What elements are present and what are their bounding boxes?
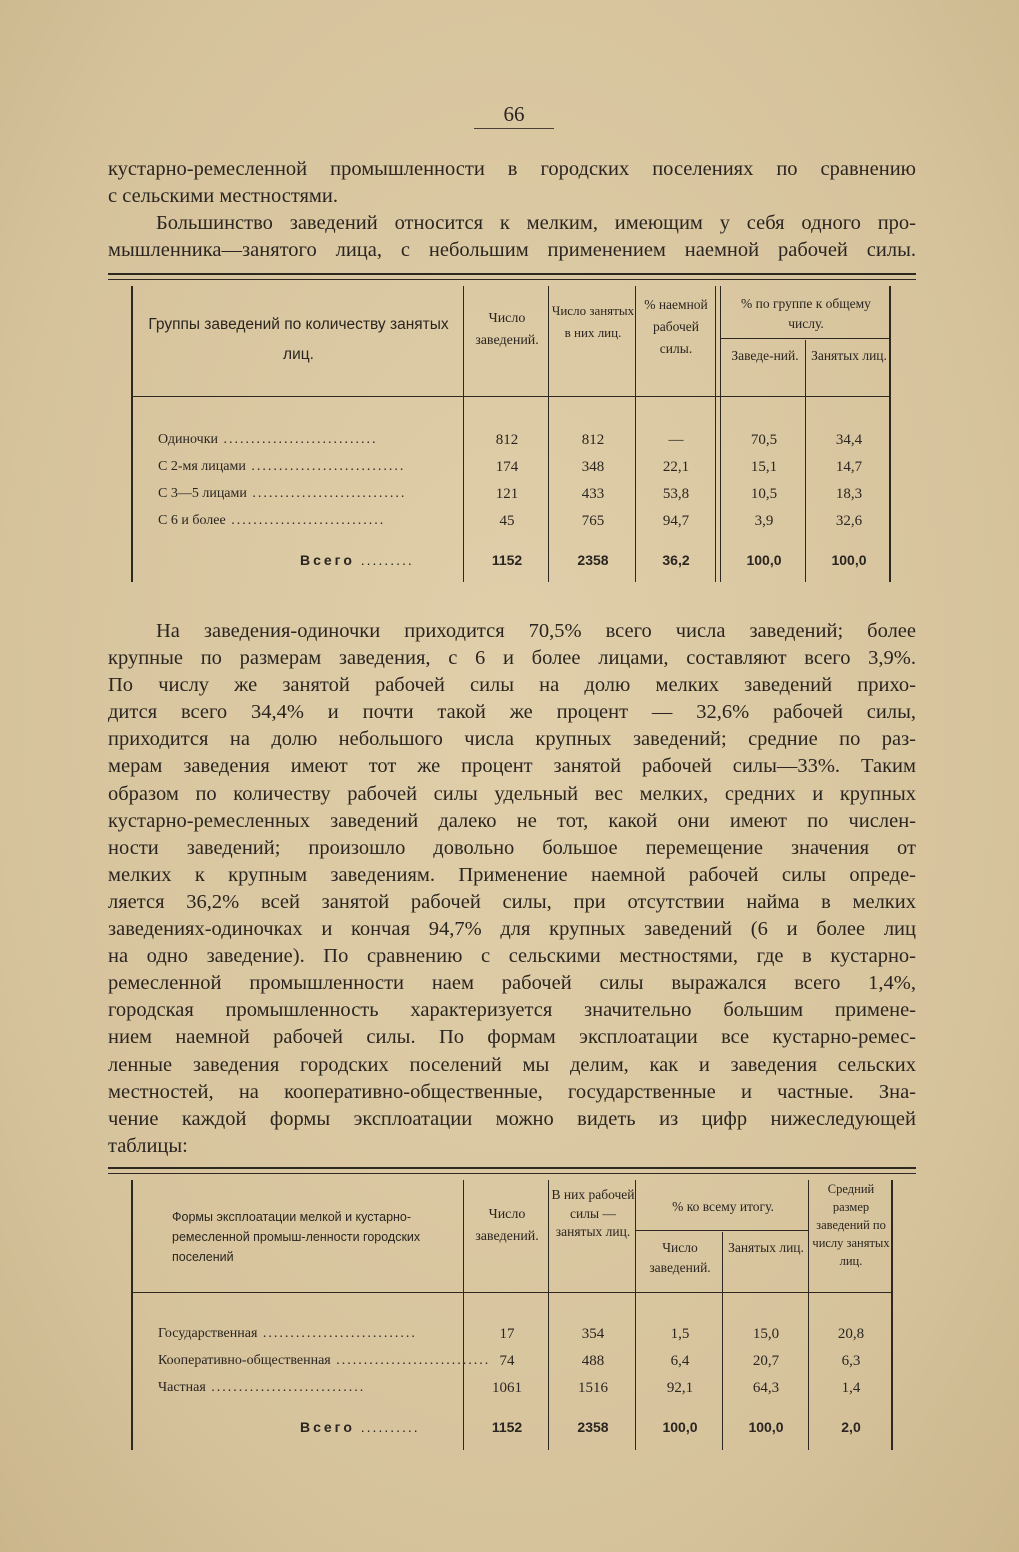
- row-label-text: С 3—5 лицами: [158, 486, 247, 501]
- table-cell: 32,6: [835, 513, 863, 529]
- table-row-label: С 2-мя лицами ............................: [158, 459, 406, 474]
- table-row-label: Частная ............................: [158, 1380, 366, 1395]
- row-label-text: Государственная: [158, 1326, 258, 1341]
- text-line: дится всего 34,4% и почти такой же процент — 32,6% рабочей силы,: [108, 701, 916, 724]
- text-line: мышленника—занятого лица, с небольшим применением наемной рабочей силы.: [108, 238, 916, 261]
- table1-vline: [131, 286, 133, 582]
- table2-header-total-pct: % ко всему итогу.: [672, 1199, 774, 1214]
- text-line: По числу же занятой рабочей силы на долю мелких заведений прихо-: [108, 674, 916, 697]
- table-cell: 92,1: [666, 1380, 694, 1396]
- table2-vline: [548, 1180, 549, 1450]
- table-total-cell: 100,0: [748, 1419, 784, 1435]
- row-label-text: Одиночки: [158, 432, 219, 447]
- table1-header-employed: Число занятых в них лиц.: [551, 303, 635, 340]
- table-cell: 20,7: [752, 1353, 780, 1369]
- table2-total-label: Всего ..........: [300, 1419, 420, 1435]
- table1-vline: [635, 286, 636, 582]
- table-cell: 74: [499, 1353, 515, 1369]
- table-cell: 1,5: [670, 1326, 690, 1342]
- table-cell: 18,3: [835, 486, 863, 502]
- text-line: образом по количеству рабочей силы удельный вес мелких, средних и крупных: [108, 782, 916, 805]
- table-cell: 174: [495, 459, 519, 475]
- table-total-cell: 100,0: [831, 552, 867, 568]
- table-cell: 45: [499, 513, 515, 529]
- table-cell: 17: [499, 1326, 515, 1342]
- table-cell: 354: [581, 1326, 605, 1342]
- table-cell: 20,8: [837, 1326, 865, 1342]
- table-total-cell: 100,0: [746, 552, 782, 568]
- text-line: чение каждой формы эксплоатации можно видеть из цифр нижеследующей: [108, 1107, 916, 1130]
- text-line: ремесленной промышленности наем рабочей силы выражался всего 1,4%,: [108, 972, 916, 995]
- table-cell: 6,3: [841, 1353, 861, 1369]
- table2-header-employed: В них рабочей силы — занятых лиц.: [551, 1187, 635, 1239]
- table-cell: 1061: [492, 1380, 522, 1396]
- total-label-text: Всего: [300, 1419, 355, 1435]
- table-row-label: С 6 и более ............................: [158, 513, 386, 528]
- table-cell: 6,4: [670, 1353, 690, 1369]
- table-total-cell: 100,0: [662, 1419, 698, 1435]
- text-line: ленные заведения городских поселений мы делим, как и заведения сельских: [108, 1053, 916, 1076]
- table-total-cell: 2,0: [841, 1419, 861, 1435]
- table-row-label: Государственная ............................: [158, 1326, 417, 1341]
- text-line: приходится на долю небольшого числа крупных заведений; средние по раз-: [108, 728, 916, 751]
- table-row-label: С 3—5 лицами ............................: [158, 486, 407, 501]
- table1-vline: [889, 286, 891, 582]
- table2-subheader-count: Число заведений.: [649, 1240, 711, 1275]
- table-cell: 10,5: [750, 486, 778, 502]
- text-line-content: Большинство заведений относится к мелким, имеющим у себя одного про-: [156, 212, 916, 234]
- table-cell: 812: [495, 432, 519, 448]
- row-label-text: С 2-мя лицами: [158, 459, 246, 474]
- text-line: нием наемной рабочей силы. По формам эксплоатации все кустарно-ремес-: [108, 1026, 916, 1049]
- text-line: кустарно-ремесленных заведений далеко не тот, какой они имеют по числен-: [108, 809, 916, 832]
- table-total-cell: 1152: [491, 1419, 523, 1435]
- row-label-text: С 6 и более: [158, 513, 226, 528]
- table-total-cell: 36,2: [662, 552, 690, 568]
- table1-vline: [548, 286, 549, 582]
- table1-vline: [805, 340, 806, 582]
- table1-top-rule: [108, 273, 916, 280]
- table-cell: 812: [581, 432, 605, 448]
- table2-header-count: Число заведений.: [475, 1207, 539, 1244]
- table-cell: 14,7: [835, 459, 863, 475]
- table1-header-group: Группы заведений по количеству занятых лиц.: [148, 316, 449, 363]
- table-row-label: Кооперативно-общественная ............................: [158, 1353, 491, 1368]
- text-line: ляется 36,2% всей занятой рабочей силы, при отсутствии найма в мелких: [108, 890, 916, 913]
- paragraph-intro: [108, 156, 916, 209]
- table-cell: 348: [581, 459, 605, 475]
- text-line: с сельскими местностями.: [108, 184, 339, 207]
- table2-header-form: Формы эксплоатации мелкой и кустарно-ремесленной промыш-ленности городских поселений: [172, 1210, 421, 1264]
- table2-vline: [891, 1180, 893, 1450]
- table-cell: —: [668, 432, 684, 448]
- text-line: [108, 210, 916, 237]
- table1-vline: [715, 286, 716, 582]
- table-cell: 34,4: [835, 432, 863, 448]
- table2-header-avg: Средний размер заведений по числу занятых лиц.: [812, 1182, 890, 1268]
- table1-vline: [720, 286, 721, 582]
- row-label-text: Кооперативно-общественная: [158, 1353, 331, 1368]
- table-cell: 22,1: [662, 459, 690, 475]
- table2-vline: [635, 1180, 636, 1450]
- table-cell: 15,0: [752, 1326, 780, 1342]
- table-total-cell: 2358: [577, 1419, 609, 1435]
- table-total-cell: 1152: [491, 552, 523, 568]
- text-line: местностей, на кооперативно-общественные, государственные и частные. Зна-: [108, 1080, 916, 1103]
- table-cell: 765: [581, 513, 605, 529]
- table2-top-rule: [108, 1167, 916, 1174]
- table1-header-group-pct: % по группе к общему числу.: [741, 296, 871, 331]
- table1-header-hired: % наемной рабочей силы.: [644, 297, 708, 356]
- text-line: крупные по размерам заведения, с 6 и более лицами, составляют всего 3,9%.: [108, 647, 916, 670]
- page-number: 66: [503, 102, 525, 126]
- table1-vline: [463, 286, 464, 582]
- table-cell: 1516: [578, 1380, 608, 1396]
- table1-header-count: Число заведений.: [475, 311, 539, 348]
- table-cell: 94,7: [662, 513, 690, 529]
- table-cell: 15,1: [750, 459, 778, 475]
- text-line: ности заведений; произошло довольно большое перемещение значения от: [108, 836, 916, 859]
- table-cell: 1,4: [841, 1380, 861, 1396]
- paragraph-analysis: [108, 618, 916, 1160]
- text-line: мерам заведения имеют тот же процент занятой рабочей силы—33%. Таким: [108, 755, 916, 778]
- table2-vline: [808, 1180, 809, 1450]
- table-cell: 70,5: [750, 432, 778, 448]
- table-total-cell: 2358: [577, 552, 609, 568]
- table2-header-rule: [131, 1292, 892, 1293]
- text-line: на одно заведение). По сравнению с сельскими местностями, где в кустарно-: [108, 945, 916, 968]
- text-line: заведениях-одиночках и кончая 94,7% для крупных заведений (6 и более лиц: [108, 918, 916, 941]
- text-line: таблицы:: [108, 1134, 188, 1157]
- paragraph-majority: [108, 210, 916, 263]
- row-label-text: Частная: [158, 1380, 206, 1395]
- table1-total-label: Всего .........: [300, 552, 414, 568]
- table2-vline: [722, 1232, 723, 1450]
- page-number-rule: [474, 128, 554, 129]
- table2-vline: [131, 1180, 133, 1450]
- text-line: мелких к крупным заведениям. Применение наемной рабочей силы опреде-: [108, 863, 916, 886]
- text-line: [108, 618, 916, 645]
- table-row-label: Одиночки ............................: [158, 432, 378, 447]
- total-label-text: Всего: [300, 552, 355, 568]
- table-cell: 53,8: [662, 486, 690, 502]
- table-cell: 64,3: [752, 1380, 780, 1396]
- table1-subheader-employed: Занятых лиц.: [811, 348, 887, 363]
- text-line-content: На заведения-одиночки приходится 70,5% всего числа заведений; более: [156, 620, 916, 642]
- table-cell: 121: [495, 486, 519, 502]
- text-line: кустарно-ремесленной промышленности в городских поселениях по сравнению: [108, 158, 916, 180]
- table-cell: 3,9: [754, 513, 774, 529]
- table1-header-rule: [131, 396, 890, 397]
- table-cell: 488: [581, 1353, 605, 1369]
- table2-subheader-employed: Занятых лиц.: [728, 1240, 804, 1255]
- table1-subheader-institutions: Заведе-ний.: [731, 348, 799, 363]
- table-cell: 433: [581, 486, 605, 502]
- text-line: городская промышленность характеризуется значительно большим примене-: [108, 999, 916, 1022]
- table2-vline: [463, 1180, 464, 1450]
- table1-subheader-rule: [720, 338, 890, 339]
- table2-subheader-rule: [635, 1230, 808, 1231]
